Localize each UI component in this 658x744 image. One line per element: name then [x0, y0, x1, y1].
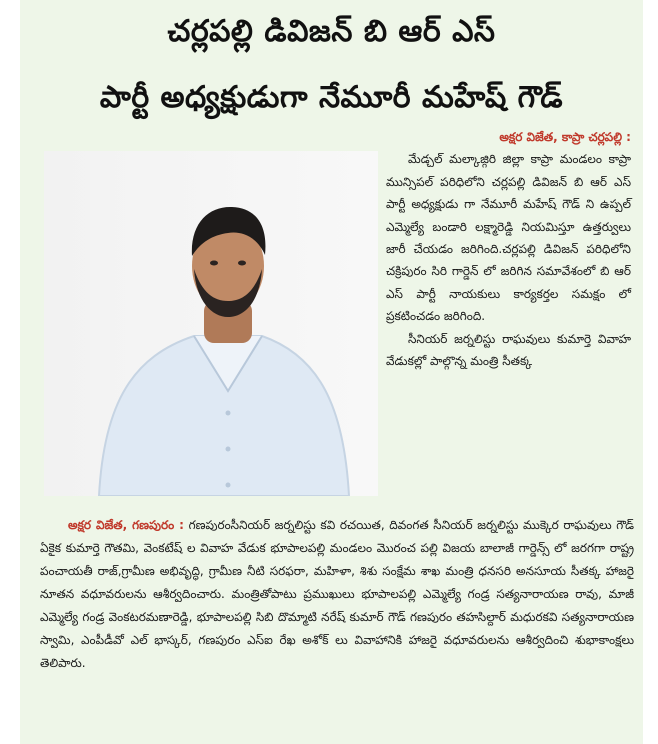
- headline-line-1: చర్లపల్లి డివిజన్ బి ఆర్ ఎస్: [167, 14, 496, 49]
- article1-body: మేడ్చల్ మల్కాజ్గిరి జిల్లా కాప్రా మండలం కాప్రా మున్సిపల్ పరిధిలోని చర్లపల్లి డివిజన్ బి ఆర్ ఎస్ పార్టీ అధ్యక్షుడు గా నేమూరీ మహేష్ గౌడ్ ని ఉప్పల్ ఎమ్మెల్యే బండారి లక్ష్మారెడ్డి నియమిస్తూ ఉత్తర్వులు జారీ చేయడం జరిగింది.చర్లపల్లి డివిజన్ పరిధిలోని చక్రిపురం సిరి గార్డెన్ లో జరిగిన సమావేశంలో బి ఆర్ ఎస్ పార్టీ నాయకులు కార్యకర్తల సమక్షం లో ప్రకటించడం జరిగింది.: [386, 152, 631, 324]
- article2-text: [40, 514, 634, 675]
- article2-body: గణపురంసీనియర్ జర్నలిస్టు కవి రచయిత, దివంగత సీనియర్ జర్నలిస్టు ముక్కెర రాఘవులు గౌడ్ ఏకైక కుమార్తె గౌతమి, వెంకటేష్ ల వివాహ వేడుక భూపాలపల్లి మండలం మొరంచ పల్లి విజయ బాలాజీ గార్డెన్స్ లో జరగగా రాష్ట్ర పంచాయతీ రాజ్,గ్రామీణ అభివృద్ధి, గ్రామీణ నీటి సరఫరా, మహిళా, శిశు సంక్షేమ శాఖ మంత్రి ధనసరి అనసూయ సీతక్క హాజరై నూతన వధూవరులను ఆశీర్వదించారు. మంత్రితోపాటు ప్రముఖులు భూపాలపల్లి ఎమ్మెల్యే గండ్ర సత్యనారాయణ రావు, మాజీ ఎమ్మెల్యే గండ్ర వెంకటరమణారెడ్డి, భూపాలపల్లి సిబి దొమ్మాటి నరేష్ కుమార్ గౌడ్ గణపురం తహసిల్దార్ మధురకవి సత్యనారాయణ స్వామి, ఎంపీడీవో ఎల్ భాస్కర్, గణపురం ఎస్ఐ రేఖ అశోక్ లు వివాహానికి హాజరై వధూవరులను ఆశీర్వదించి శుభాకాంక్షలు తెలిపారు.: [40, 518, 634, 670]
- article2-headline: సీనియర్ జర్నలిస్టు రాఘవులు కుమార్తె వివాహ వేడుకల్లో పాల్గొన్న మంత్రి సీతక్క: [386, 331, 631, 369]
- man-portrait-illustration: [44, 151, 378, 496]
- article1-byline: అక్షర విజేత, కాప్రా చర్లపల్లి :: [499, 130, 631, 144]
- portrait-photo: [44, 151, 378, 496]
- article-column: [386, 126, 631, 372]
- article2-byline: అక్షర విజేత, గణపురం :: [68, 518, 184, 532]
- headline-line-2: పార్టీ అధ్యక్షుడుగా నేమూరీ మహేష్ గౌడ్: [99, 80, 564, 115]
